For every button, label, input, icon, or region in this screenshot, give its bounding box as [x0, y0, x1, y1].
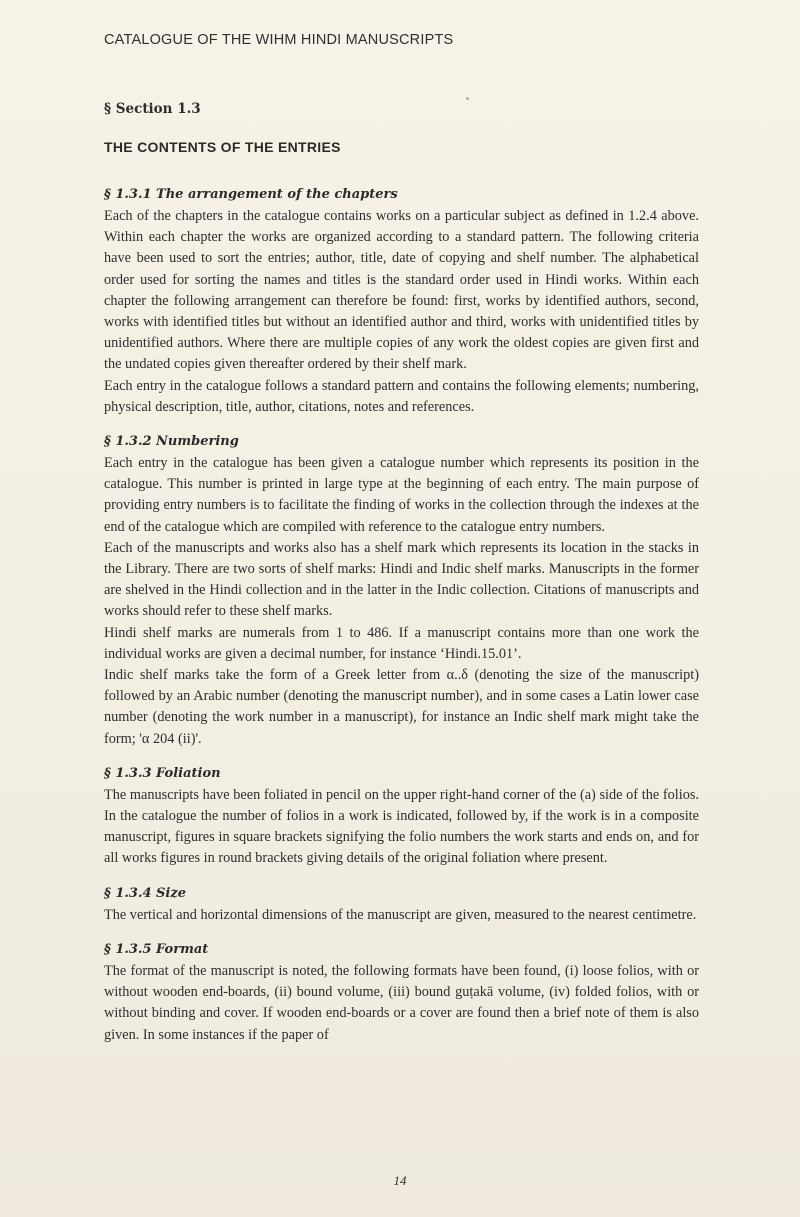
subsection-heading: § 1.3.3 Foliation [104, 765, 221, 781]
subsection-heading: § 1.3.5 Format [104, 941, 209, 957]
section-label: § Section 1.3 [104, 101, 201, 117]
subsection-foliation [104, 764, 699, 870]
paper-speck [466, 97, 469, 100]
subsection-heading: § 1.3.1 The arrangement of the chapters [104, 187, 398, 202]
subsection-format [104, 940, 699, 1046]
paragraph: Each of the chapters in the catalogue contains works on a particular subject as defined in 1.2.4 above. Within each chapter the works are organized according to a standard pattern. The following criteria have been used to sort the entries; author, title, date of copying and shelf number. The alphabetical order used for sorting the names and titles is the standard order used in Hindi works. Within each chapter the following arrangement can therefore be found: first, works by identified authors, second, works with identified titles but without an identified author and third, works with unidentified titles by unidentified authors. Where there are multiple copies of any work the oldest copies are given first and the undated copies given thereafter ordered by their shelf mark. [104, 208, 699, 373]
paragraph: Indic shelf marks take the form of a Greek letter from α..δ (denoting the size of the manuscript) followed by an Arabic number (denoting the manuscript number), and in some cases a Latin lower case number (denoting the work number in a manuscript), for instance an Indic shelf mark might take the form; 'α 204 (ii)'. [104, 667, 699, 747]
paragraph: Hindi shelf marks are numerals from 1 to 486. If a manuscript contains more than one work the individual works are given a decimal number, for instance ‘Hindi.15.01’. [104, 624, 699, 662]
body-text [104, 185, 699, 1060]
paragraph: The manuscripts have been foliated in pencil on the upper right-hand corner of the (a) side of the folios. In the catalogue the number of folios in a work is indicated, followed by, if the work is in a composite manuscript, figures in square brackets signifying the folio numbers the work starts and ends on, and for all works figures in round brackets giving details of the original foliation where present. [104, 786, 699, 867]
paragraph: The format of the manuscript is noted, the following formats have been found, (i) loose folios, with or without wooden end-boards, (ii) bound volume, (iii) bound guṭakā volume, (iv) folded folios, with or without binding and cover. If wooden end-boards or a cover are found then a brief note of them is also given. In some instances if the paper of [104, 962, 699, 1043]
running-head: CATALOGUE OF THE WIHM HINDI MANUSCRIPTS [104, 32, 454, 48]
subsection-numbering [104, 432, 699, 750]
page-title: THE CONTENTS OF THE ENTRIES [104, 139, 341, 155]
paragraph: The vertical and horizontal dimensions of the manuscript are given, measured to the nearest centimetre. [104, 906, 697, 923]
subsection-arrangement [104, 185, 699, 418]
paragraph: Each entry in the catalogue follows a standard pattern and contains the following elements; numbering, physical description, title, author, citations, notes and references. [104, 377, 699, 415]
subsection-heading: § 1.3.2 Numbering [104, 434, 239, 450]
paragraph: Each entry in the catalogue has been given a catalogue number which represents its position in the catalogue. This number is printed in large type at the beginning of each entry. The main purpose of providing entry numbers is to facilitate the finding of works in the collection through the indexes at the end of the catalogue which are compiled with reference to the catalogue entry numbers. [104, 455, 699, 535]
paragraph: Each of the manuscripts and works also has a shelf mark which represents its location in the stacks in the Library. There are two sorts of shelf marks: Hindi and Indic shelf marks. Manuscripts in the former are shelved in the Hindi collection and in the latter in the Indic collection. Citations of manuscripts and works should refer to these shelf marks. [104, 539, 699, 620]
subsection-heading: § 1.3.4 Size [104, 885, 187, 901]
subsection-size [104, 884, 699, 926]
page-number: 14 [393, 1173, 407, 1188]
